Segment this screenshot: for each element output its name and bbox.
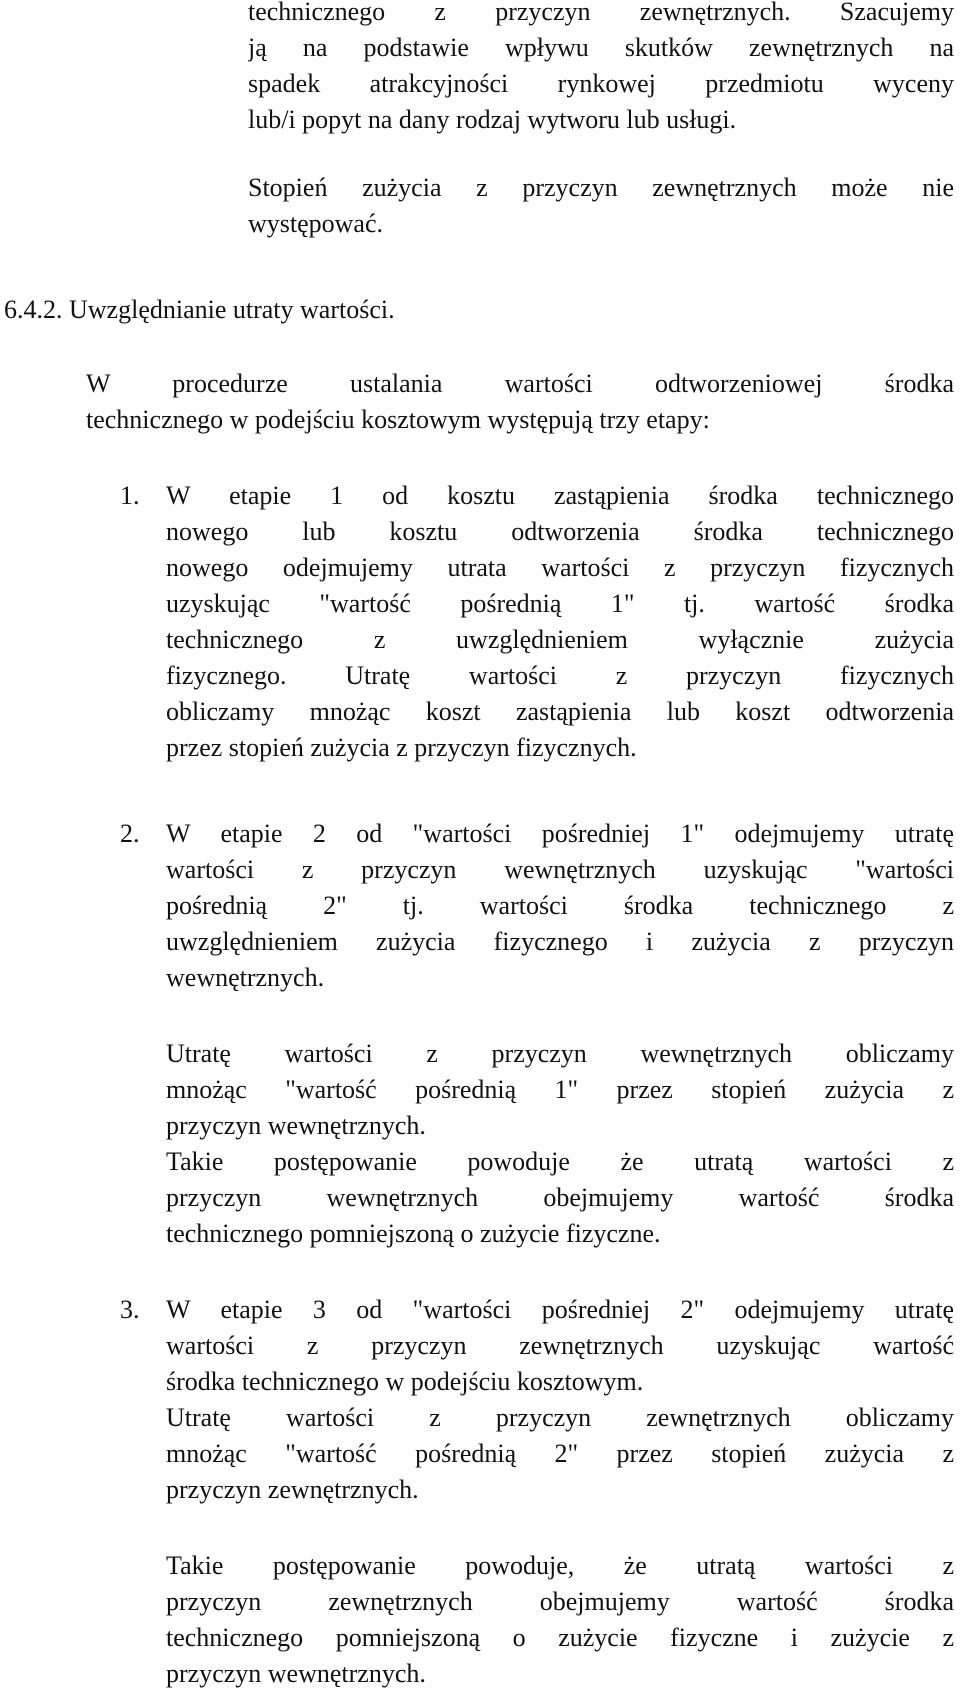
step-line: nowego odejmujemy utrata wartości z przyczyn fizycznych <box>166 553 954 582</box>
intro-note-line: Stopień zużycia z przyczyn zewnętrznych może nie <box>248 173 954 202</box>
step-line: wewnętrznych. <box>166 963 325 992</box>
step-line: przyczyn wewnętrznych obejmujemy wartość środka <box>166 1183 954 1212</box>
step-line: obliczamy mnożąc koszt zastąpienia lub koszt odtworzenia <box>166 697 954 726</box>
step-line: Utratę wartości z przyczyn zewnętrznych obliczamy <box>166 1403 954 1432</box>
intro-line: spadek atrakcyjności rynkowej przedmiotu wyceny <box>248 69 954 98</box>
step-line: nowego lub kosztu odtworzenia środka technicznego <box>166 517 954 546</box>
step-marker: 3. <box>120 1295 140 1324</box>
step-marker: 1. <box>120 481 140 510</box>
step-line: mnożąc "wartość pośrednią 2" przez stopień zużycia z <box>166 1439 954 1468</box>
intro-line: lub/i popyt na dany rodzaj wytworu lub usługi. <box>248 105 737 134</box>
step-line: W etapie 1 od kosztu zastąpienia środka technicznego <box>166 481 954 510</box>
step-line: uzyskując "wartość pośrednią 1" tj. wartość środka <box>166 589 954 618</box>
intro-note-line: występować. <box>248 209 384 238</box>
step-line: przyczyn wewnętrznych. <box>166 1111 426 1140</box>
lead-line: W procedurze ustalania wartości odtworzeniowej środka <box>86 369 954 398</box>
step-line: przyczyn zewnętrznych obejmujemy wartość środka <box>166 1587 954 1616</box>
section-title: Uwzględnianie utraty wartości. <box>69 295 395 324</box>
step-line: wartości z przyczyn zewnętrznych uzyskując wartość <box>166 1331 954 1360</box>
step-line: Takie postępowanie powoduje, że utratą wartości z <box>166 1551 954 1580</box>
step-line: Takie postępowanie powoduje że utratą wartości z <box>166 1147 954 1176</box>
step-line: uwzględnieniem zużycia fizycznego i zużycia z przyczyn <box>166 927 954 956</box>
step-line: mnożąc "wartość pośrednią 1" przez stopień zużycia z <box>166 1075 954 1104</box>
step-line: wartości z przyczyn wewnętrznych uzyskując "wartości <box>166 855 954 884</box>
lead-line: technicznego w podejściu kosztowym występują trzy etapy: <box>86 405 710 434</box>
step-line: technicznego pomniejszoną o zużycie fizyczne i zużycie z <box>166 1623 954 1652</box>
step-line: środka technicznego w podejściu kosztowym. <box>166 1367 644 1396</box>
intro-line: ją na podstawie wpływu skutków zewnętrznych na <box>248 33 954 62</box>
intro-line: technicznego z przyczyn zewnętrznych. Szacujemy <box>248 0 954 26</box>
step-line: przyczyn zewnętrznych. <box>166 1475 419 1504</box>
step-marker: 2. <box>120 819 140 848</box>
step-line: technicznego pomniejszoną o zużycie fizyczne. <box>166 1219 661 1248</box>
step-line: przyczyn wewnętrznych. <box>166 1659 426 1688</box>
section-number: 6.4.2. <box>4 295 63 324</box>
step-line: przez stopień zużycia z przyczyn fizycznych. <box>166 733 637 762</box>
step-line: technicznego z uwzględnieniem wyłącznie zużycia <box>166 625 954 654</box>
step-line: W etapie 2 od "wartości pośredniej 1" odejmujemy utratę <box>166 819 954 848</box>
section-heading <box>4 292 395 328</box>
step-line: W etapie 3 od "wartości pośredniej 2" odejmujemy utratę <box>166 1295 954 1324</box>
step-line: pośrednią 2" tj. wartości środka technicznego z <box>166 891 954 920</box>
step-line: Utratę wartości z przyczyn wewnętrznych obliczamy <box>166 1039 954 1068</box>
step-line: fizycznego. Utratę wartości z przyczyn fizycznych <box>166 661 954 690</box>
